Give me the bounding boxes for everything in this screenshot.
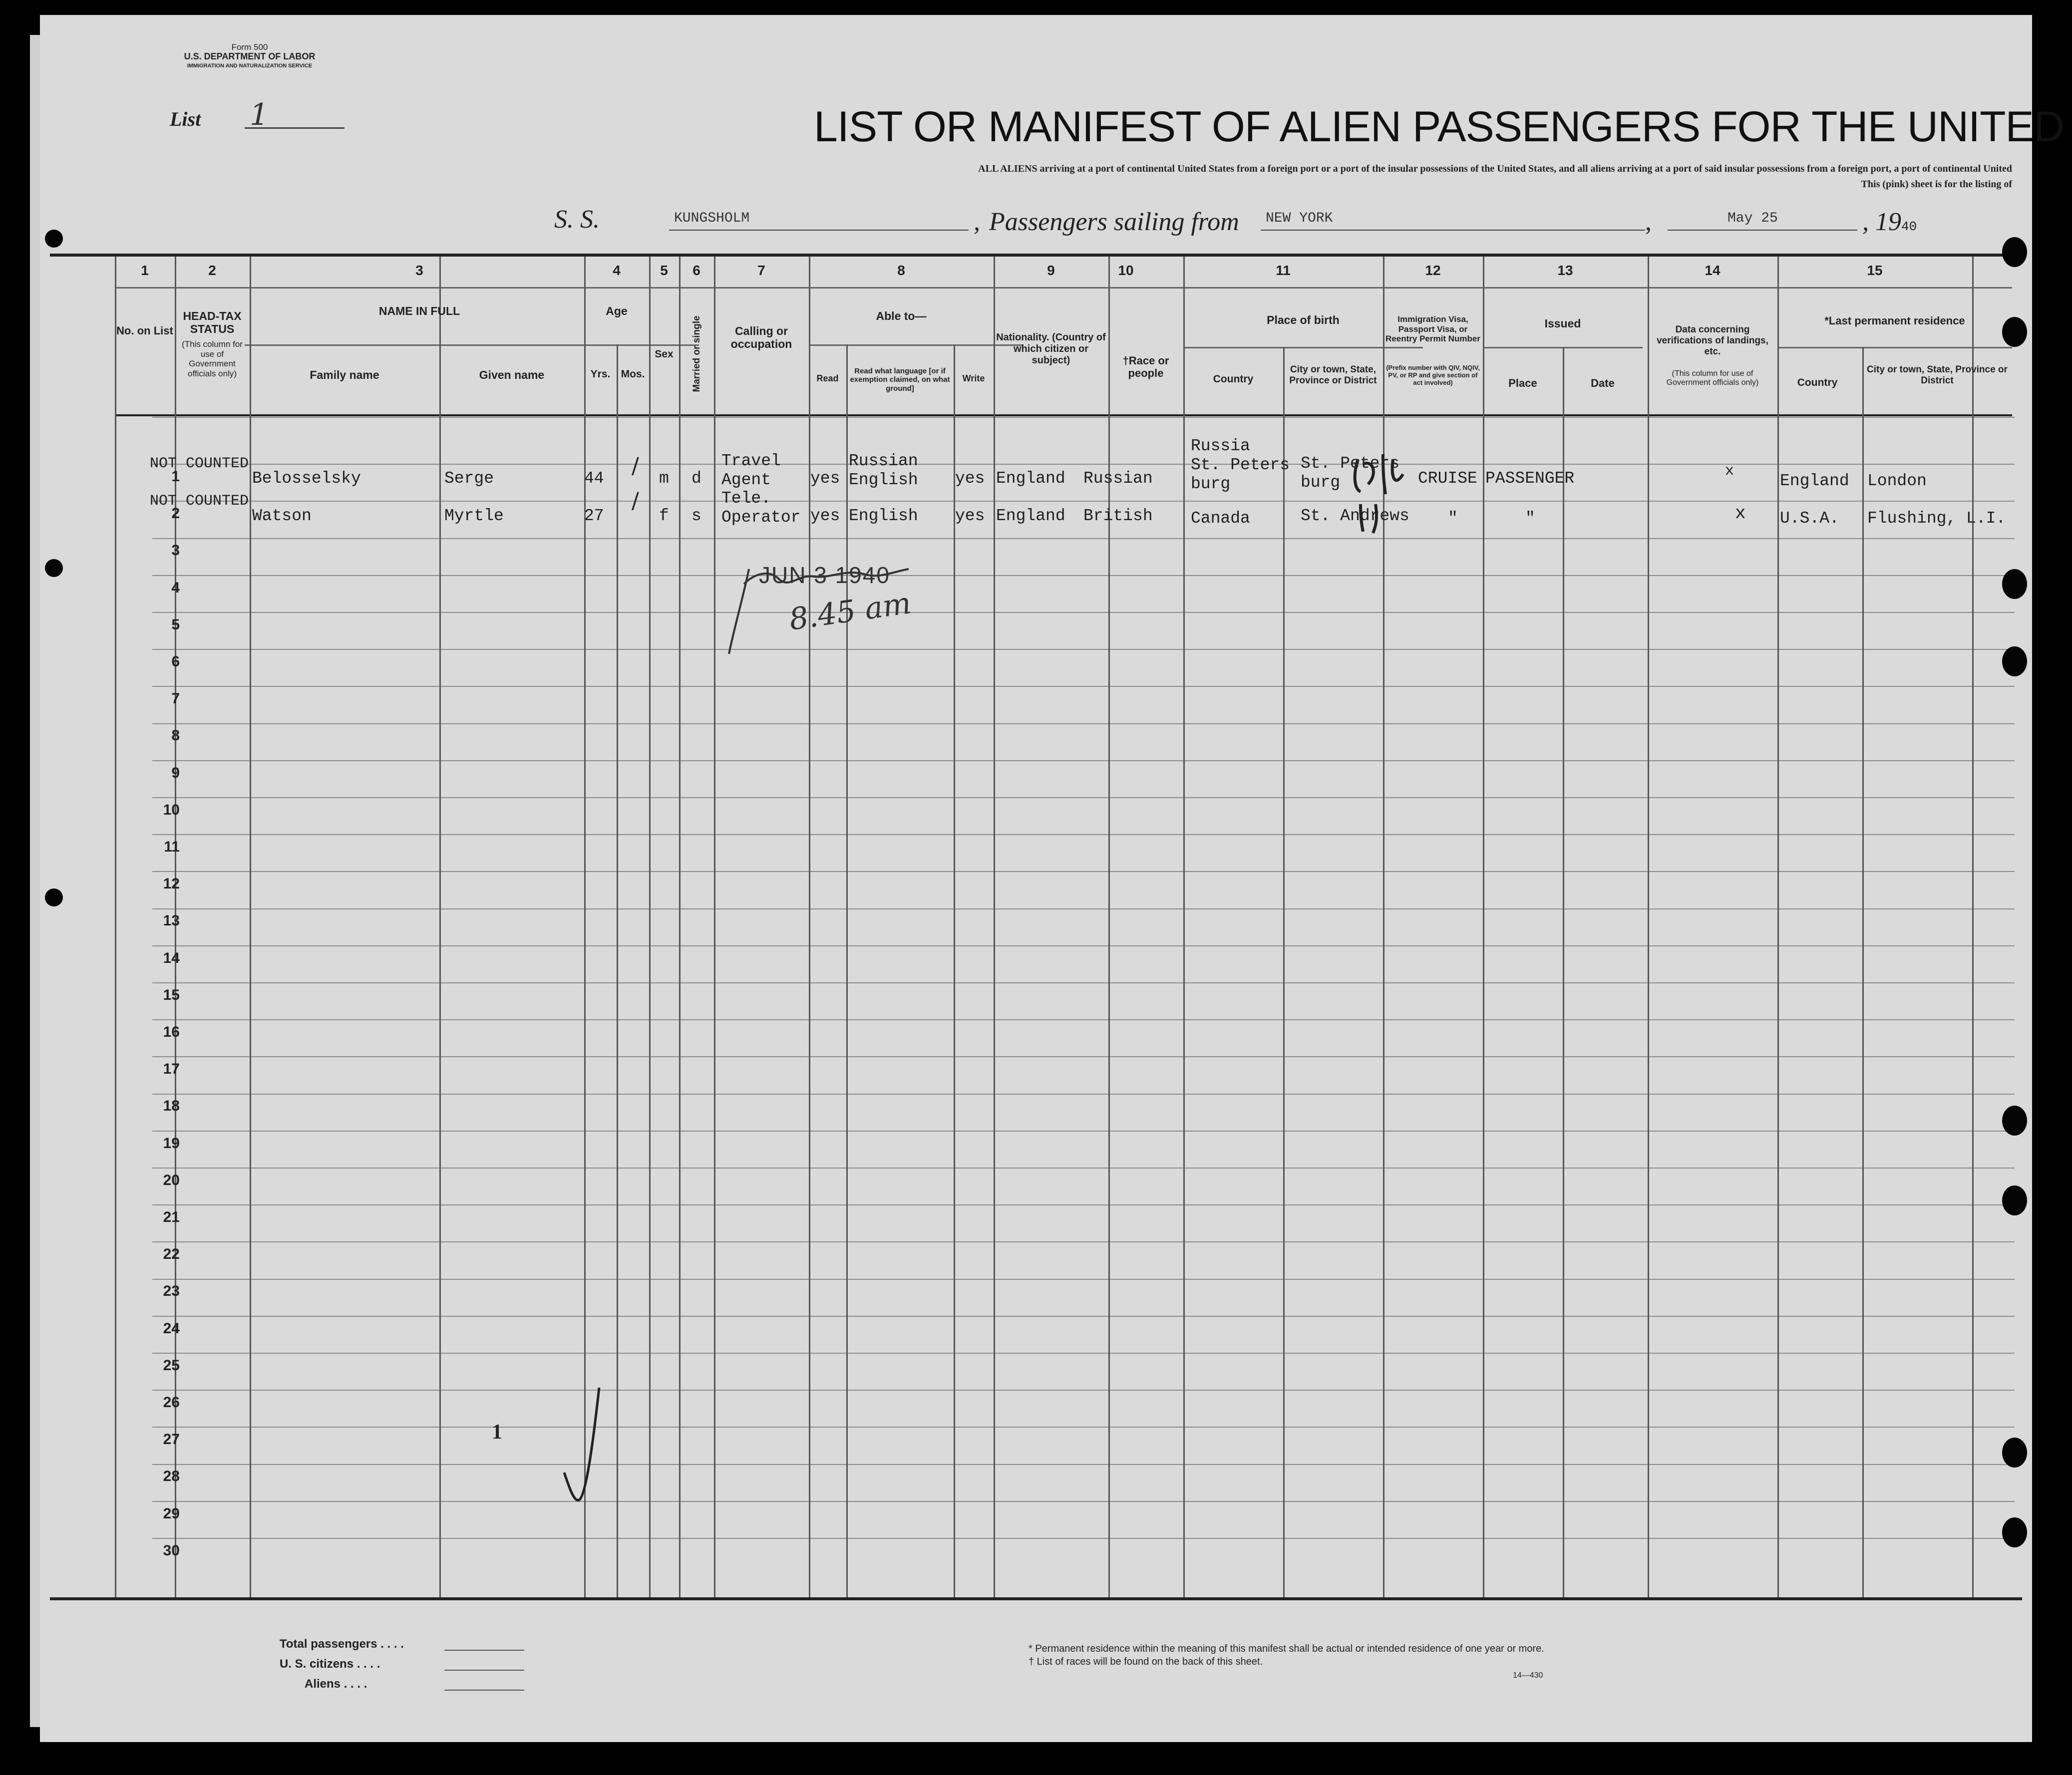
row1-birth-country: Russia St. Peters burg [1191, 437, 1290, 493]
column-rule [994, 257, 995, 1597]
column-rule [679, 257, 681, 1597]
binder-hole [2002, 317, 2027, 347]
column-rule [1183, 257, 1185, 1597]
total-passengers-line [444, 1650, 524, 1651]
row-rule [152, 501, 2015, 502]
hdr-write: Write [962, 373, 985, 383]
hdr-verifications: Data concerning verifications of landings, etc. [1657, 324, 1768, 357]
row-number: 4 [171, 579, 180, 596]
row-number: 21 [163, 1209, 180, 1225]
column-rule [1777, 257, 1779, 1597]
row-rule [152, 1131, 2015, 1132]
col-num-11: 11 [1276, 263, 1291, 278]
row-number: 10 [163, 801, 180, 818]
hdr-name-in-full: NAME IN FULL [378, 304, 460, 317]
column-rule [1483, 257, 1484, 1597]
footer-total-passengers: Total passengers . . . . [280, 1637, 404, 1651]
row-number: 27 [163, 1431, 180, 1448]
row-rule [152, 1019, 2015, 1020]
row2-write: yes [955, 507, 985, 525]
row-number: 13 [163, 912, 180, 929]
form-code: 14—430 [1513, 1671, 1543, 1680]
hdr-sex: Sex [655, 348, 674, 360]
row-number: 29 [163, 1505, 180, 1522]
row1-write: yes [955, 469, 985, 488]
sailing-date: May 25 [1727, 211, 1778, 226]
ss-label: S. S. [554, 205, 600, 234]
row1-given: Serge [444, 469, 494, 488]
row-number: 8 [171, 727, 180, 744]
binder-hole [2002, 1185, 2027, 1215]
row1-nationality: England [996, 469, 1065, 488]
col-num-15: 15 [1867, 263, 1883, 278]
col-num-13: 13 [1557, 263, 1573, 278]
col-num-6: 6 [692, 263, 700, 278]
hdr-read-what: Read what language [or if exemption claimed, on what ground] [850, 367, 950, 393]
manifest-title: LIST OR MANIFEST OF ALIEN PASSENGERS FOR THE UNITED [814, 103, 2065, 151]
row-rule [152, 1390, 2015, 1391]
row-number: 12 [163, 876, 180, 892]
row-rule [152, 575, 2015, 576]
row-number: 22 [163, 1246, 180, 1263]
binder-hole [2002, 646, 2027, 676]
row-rule [152, 1056, 2015, 1057]
hdr-married: Married or single [691, 315, 702, 392]
row-rule [152, 1538, 2015, 1539]
comma: , [1645, 208, 1652, 236]
row-rule [152, 723, 2015, 724]
hdr-read: Read [816, 373, 839, 383]
row2-issued-place: " [1525, 509, 1535, 528]
department-name: U.S. DEPARTMENT OF LABOR [184, 51, 316, 61]
row-number: 5 [171, 616, 180, 633]
row2-married: s [691, 507, 701, 525]
row1-married: d [691, 469, 701, 488]
residence-subline [1777, 347, 2012, 348]
row-rule [152, 1427, 2015, 1428]
binder-hole [2002, 569, 2027, 599]
row-number: 1 [171, 468, 180, 485]
row2-verif: x [1735, 503, 1746, 524]
col-num-4: 4 [613, 263, 621, 278]
row-rule [152, 417, 2015, 418]
row-number: 25 [163, 1357, 180, 1374]
col-num-9: 9 [1047, 263, 1055, 278]
row-rule [152, 649, 2015, 650]
row-rule [152, 797, 2015, 798]
hdr-verifications-note: (This column for use of Government officials only) [1666, 369, 1759, 387]
port-underline [1261, 230, 1645, 231]
row-rule [152, 945, 2015, 946]
row2-language: English [849, 507, 918, 525]
row1-language: Russian English [849, 452, 918, 489]
ship-underline [669, 230, 969, 231]
hdr-issued: Issued [1544, 317, 1581, 330]
row-number: 14 [163, 949, 180, 966]
hdr-visa: Immigration Visa, Passport Visa, or Reentry Permit Number [1385, 314, 1480, 344]
footer-aliens: Aliens . . . . [305, 1677, 367, 1691]
row2-sex: f [659, 507, 669, 525]
row1-family: Belosselsky [252, 469, 361, 488]
hdr-family-name: Family name [310, 368, 379, 381]
column-rule [954, 344, 955, 1597]
row-rule [152, 760, 2015, 761]
row-rule [152, 1501, 2015, 1502]
column-rule [1862, 347, 1864, 1597]
row1-verif: x [1725, 463, 1734, 480]
year-label: , 1940 [1862, 208, 1917, 236]
hdr-issued-date: Date [1591, 377, 1615, 389]
col-num-7: 7 [757, 263, 765, 278]
column-rule [1972, 257, 1974, 1597]
col-num-3: 3 [415, 263, 423, 278]
hdr-head-tax: HEAD-TAX STATUS [183, 309, 242, 336]
us-citizens-line [444, 1670, 524, 1671]
row-number: 11 [164, 839, 180, 855]
col-num-1: 1 [141, 263, 149, 278]
hdr-able-to: Able to— [876, 309, 927, 322]
row-number: 16 [163, 1024, 180, 1040]
manifest-sheet [40, 15, 2065, 1742]
row-rule [152, 908, 2015, 909]
row-number: 20 [163, 1172, 180, 1188]
departure-port: NEW YORK [1266, 211, 1333, 226]
row2-family: Watson [252, 507, 312, 525]
hdr-race: †Race or people [1122, 354, 1169, 380]
column-rule [1108, 257, 1110, 1597]
row1-res-city: London [1867, 472, 1927, 490]
column-rule [1283, 347, 1285, 1597]
binder-hole [45, 230, 63, 248]
col-num-10: 10 [1118, 263, 1134, 278]
hdr-issued-place: Place [1508, 377, 1537, 389]
date-underline [1668, 230, 1857, 231]
hdr-visa-note: (Prefix number with QIV, NQIV, PV, or RP and give section of act involved) [1386, 364, 1480, 386]
row2-visa: " [1448, 509, 1458, 528]
column-rule [250, 257, 251, 1597]
hdr-mos: Mos. [621, 368, 645, 380]
row-rule [152, 1464, 2015, 1465]
column-rule [649, 257, 651, 1597]
row-rule [152, 612, 2015, 613]
sailing-label: , Passengers sailing from [974, 208, 1239, 236]
form-header-block [175, 42, 325, 71]
row-rule [152, 1279, 2015, 1280]
row1-calling: Travel Agent [721, 452, 781, 489]
column-rule [439, 257, 441, 1597]
row2-res-country: U.S.A. [1780, 509, 1839, 528]
hdr-given-name: Given name [479, 368, 545, 381]
row2-race: British [1083, 507, 1153, 525]
binder-hole [2002, 237, 2027, 267]
row2-res-city: Flushing, L.I. [1867, 509, 2006, 528]
aliens-line [444, 1690, 524, 1691]
binder-hole [2002, 1438, 2027, 1468]
row-rule [152, 686, 2015, 687]
row-rule [152, 834, 2015, 835]
row-number: 17 [163, 1061, 180, 1078]
binder-hole [2002, 1106, 2027, 1136]
row-rule [152, 1094, 2015, 1095]
row-rule [152, 538, 2015, 539]
handwritten-initials-mark [1348, 444, 1413, 534]
row-number: 23 [163, 1283, 180, 1300]
row2-head-tax: NOT COUNTED [150, 493, 249, 510]
service-name: IMMIGRATION AND NATURALIZATION SERVICE [187, 63, 313, 69]
row2-birth-city: St. Andrews [1301, 507, 1409, 525]
hdr-calling: Calling or occupation [730, 324, 792, 351]
binder-hole [45, 888, 63, 906]
age-subline [584, 344, 699, 346]
row-number: 19 [163, 1135, 180, 1152]
row2-calling: Tele. Operator [721, 489, 801, 527]
row1-read: yes [810, 469, 840, 488]
row1-yrs: 44 [584, 469, 604, 488]
birth-subline [1183, 347, 1423, 348]
row2-nationality: England [996, 507, 1065, 525]
row-number: 2 [171, 505, 180, 522]
footnote-residence: * Permanent residence within the meaning of this manifest shall be actual or intended residence of one year or more. [1029, 1643, 1544, 1654]
row1-res-country: England [1780, 472, 1849, 490]
row1-birth-city: St. Peters burg [1301, 454, 1400, 492]
hdr-birth-country: Country [1213, 373, 1254, 385]
handwritten-count: 1 [492, 1421, 502, 1444]
row-number: 28 [163, 1468, 180, 1485]
list-value: 1 [250, 97, 269, 132]
name-subline [245, 344, 639, 346]
footer-us-citizens: U. S. citizens . . . . [280, 1657, 380, 1671]
col-num-8: 8 [897, 263, 905, 278]
hdr-age: Age [606, 304, 628, 317]
hdr-res-city: City or town, State, Province or District [1867, 364, 2008, 386]
list-label: List [170, 108, 201, 130]
column-rule [1563, 347, 1564, 1597]
row1-head-tax: NOT COUNTED [150, 455, 249, 472]
row2-read: yes [810, 507, 840, 525]
column-rule [846, 344, 848, 1597]
arrival-stamp-time: 8.45 am [787, 586, 914, 637]
column-rule [809, 257, 810, 1597]
table-bottom-border [50, 1597, 2022, 1600]
col-num-14: 14 [1705, 263, 1721, 278]
row-number: 24 [163, 1320, 180, 1337]
arrival-stamp-date: JUN 3 1940 [759, 562, 890, 588]
hdr-no-on-list: No. on List [116, 324, 173, 337]
row-rule [152, 464, 2015, 465]
row-rule [152, 1316, 2015, 1317]
hdr-yrs: Yrs. [590, 368, 611, 380]
hdr-nationality: Nationality. (Country of which citizen or subject) [996, 332, 1106, 366]
hdr-res-country: Country [1797, 377, 1838, 388]
row-rule [152, 871, 2015, 872]
row1-visa: CRUISE [1418, 469, 1477, 488]
row-number: 3 [171, 542, 180, 559]
row-rule [152, 1204, 2015, 1205]
row-number: 26 [163, 1394, 180, 1411]
row2-given: Myrtle [444, 507, 504, 525]
row1-race: Russian [1083, 469, 1153, 488]
row-number: 9 [171, 764, 180, 781]
header-bottom-line [115, 414, 2012, 416]
column-rule [115, 257, 116, 1597]
col-num-12: 12 [1425, 263, 1441, 278]
subtitle-line-1: ALL ALIENS arriving at a port of continental United States from a foreign port or a port of the insular possessions of the United States, and all aliens arriving at a port of said insular possessions from a foreign port, a port of continental United [978, 163, 2012, 174]
column-rule [617, 344, 618, 1597]
header-line-1 [115, 287, 2012, 289]
subtitle-line-2: This (pink) sheet is for the listing of [1861, 179, 2012, 190]
row2-birth-country: Canada [1191, 509, 1250, 528]
check-mark [559, 1383, 609, 1507]
col-num-5: 5 [660, 263, 668, 278]
row-rule [152, 1168, 2015, 1169]
row2-mos: / [632, 488, 639, 514]
table-top-border [50, 254, 2022, 257]
binder-hole [2002, 1517, 2027, 1547]
column-rule [714, 257, 715, 1597]
row-rule [152, 982, 2015, 983]
row1-issued-place: PASSENGER [1485, 469, 1575, 488]
hdr-last-residence: *Last permanent residence [1824, 314, 1965, 327]
form-number: Form 500 [231, 42, 268, 52]
column-rule [1648, 257, 1649, 1597]
row1-mos: / [632, 453, 639, 479]
row-rule [152, 1241, 2015, 1242]
hdr-place-of-birth: Place of birth [1267, 313, 1340, 326]
row2-yrs: 27 [584, 507, 604, 525]
row-number: 7 [171, 690, 180, 707]
col-num-2: 2 [208, 263, 216, 278]
row-number: 6 [171, 653, 180, 670]
hdr-birth-city: City or town, State, Province or District [1289, 364, 1377, 386]
ship-name: KUNGSHOLM [674, 211, 750, 226]
row-number: 18 [163, 1098, 180, 1115]
binder-hole [45, 559, 63, 577]
footnote-races: † List of races will be found on the back of this sheet. [1029, 1656, 1263, 1667]
row-rule [152, 1353, 2015, 1354]
row-number: 30 [163, 1542, 180, 1559]
row-number: 15 [163, 986, 180, 1003]
able-subline [809, 344, 1024, 346]
hdr-head-tax-note: (This column for use of Government officials only) [182, 339, 243, 378]
row1-sex: m [659, 469, 669, 488]
